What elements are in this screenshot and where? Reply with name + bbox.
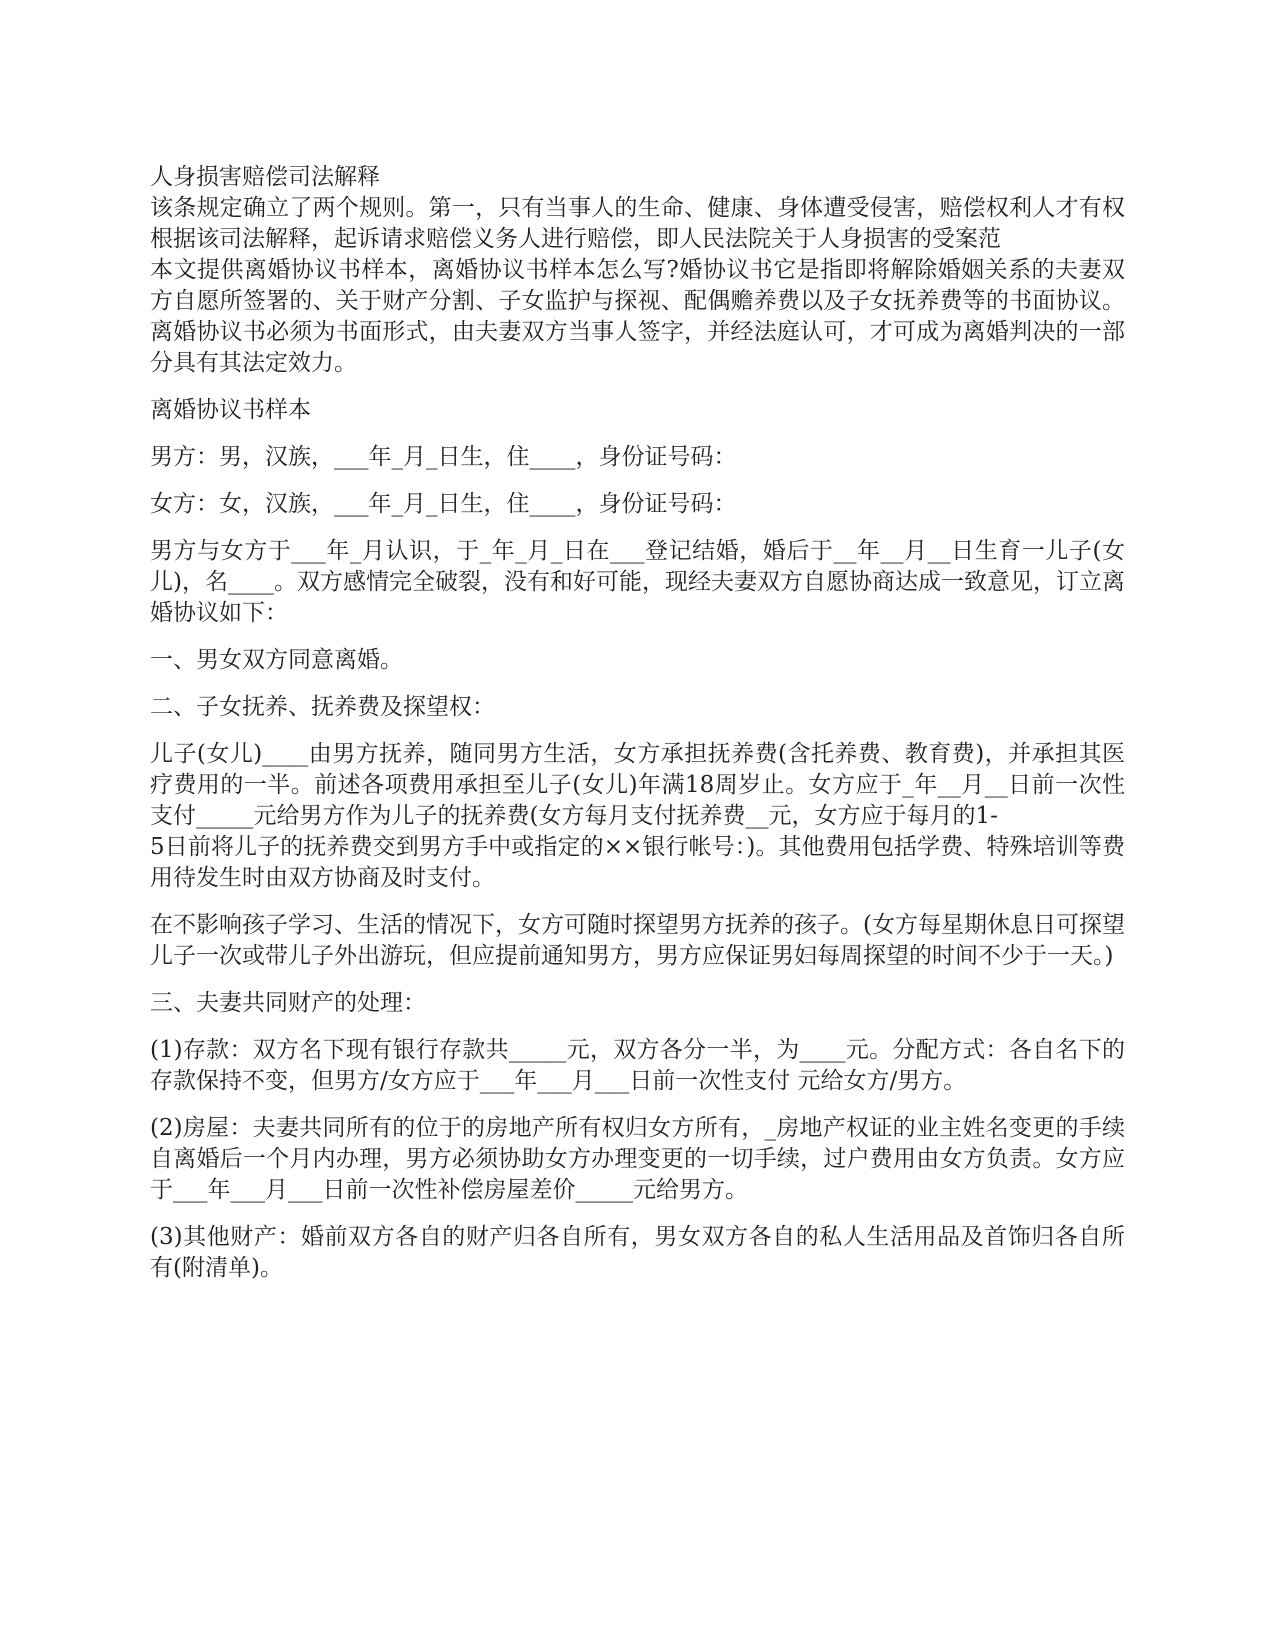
marriage-paragraph: 男方与女方于___年_月认识，于_年_月_日在___登记结婚，婚后于__年__月__日生育一儿子(女儿)，名____。双方感情完全破裂，没有和好可能，现经夫妻双方自愿协商达成一致意见，订立离婚协议如下： [150, 538, 1125, 626]
clause-2: 二、子女抚养、抚养费及探望权： [150, 694, 495, 720]
child-support-paragraph: 儿子(女儿)____由男方抚养，随同男方生活，女方承担抚养费(含托养费、教育费)，并承担其医疗费用的一半。前述各项费用承担至儿子(女儿)年满18周岁止。女方应于_年__月__日前一次性支付_____元给男方作为儿子的抚养费(女方每月支付抚养费__元，女方应于每月的1- [150, 741, 1125, 829]
clause-3: 三、夫妻共同财产的处理： [150, 990, 426, 1016]
house-paragraph: (2)房屋：夫妻共同所有的位于的房地产所有权归女方所有，_房地产权证的业主姓名变更的手续自离婚后一个月内办理，男方必须协助女方办理变更的一切手续，过户费用由女方负责。女方应于___年___月___日前一次性补偿房屋差价_____元给男方。 [150, 1115, 1125, 1203]
other-property-paragraph: (3)其他财产：婚前双方各自的财产归各自所有，男女双方各自的私人生活用品及首饰归各自所有(附清单)。 [150, 1224, 1125, 1281]
intro-paragraph-2: 本文提供离婚协议书样本，离婚协议书样本怎么写?婚协议书它是指即将解除婚姻关系的夫妻双方自愿所签署的、关于财产分割、子女监护与探视、配偶赡养费以及子女抚养费等的书面协议。离婚协议书必须为书面形式，由夫妻双方当事人签字，并经法庭认可，才可成为离婚判决的一部分具有其法定效力。 [150, 257, 1125, 376]
man-info: 男方：男，汉族，___年_月_日生，住____，身份证号码： [150, 444, 737, 470]
visitation-paragraph: 在不影响孩子学习、生活的情况下，女方可随时探望男方抚养的孩子。(女方每星期休息日可探望儿子一次或带儿子外出游玩，但应提前通知男方，男方应保证男妇每周探望的时间不少于一天。) [150, 912, 1125, 969]
document-title: 人身损害赔偿司法解释 [150, 164, 380, 190]
child-support-paragraph-cont: 5日前将儿子的抚养费交到男方手中或指定的××银行帐号：)。其他费用包括学费、特殊培训等费用待发生时由双方协商及时支付。 [150, 834, 1125, 891]
clause-1: 一、男女双方同意离婚。 [150, 647, 403, 673]
woman-info: 女方：女，汉族，___年_月_日生，住____，身份证号码： [150, 491, 737, 517]
sample-title: 离婚协议书样本 [150, 397, 311, 423]
document-page [150, 162, 1125, 1284]
intro-paragraph-1: 该条规定确立了两个规则。第一，只有当事人的生命、健康、身体遭受侵害，赔偿权利人才有权根据该司法解释，起诉请求赔偿义务人进行赔偿，即人民法院关于人身损害的受案范 [150, 195, 1125, 252]
deposit-paragraph: (1)存款：双方名下现有银行存款共_____元，双方各分一半，为____元。分配方式：各自名下的存款保持不变，但男方/女方应于___年___月___日前一次性支付 元给女方/男方。 [150, 1037, 1125, 1094]
